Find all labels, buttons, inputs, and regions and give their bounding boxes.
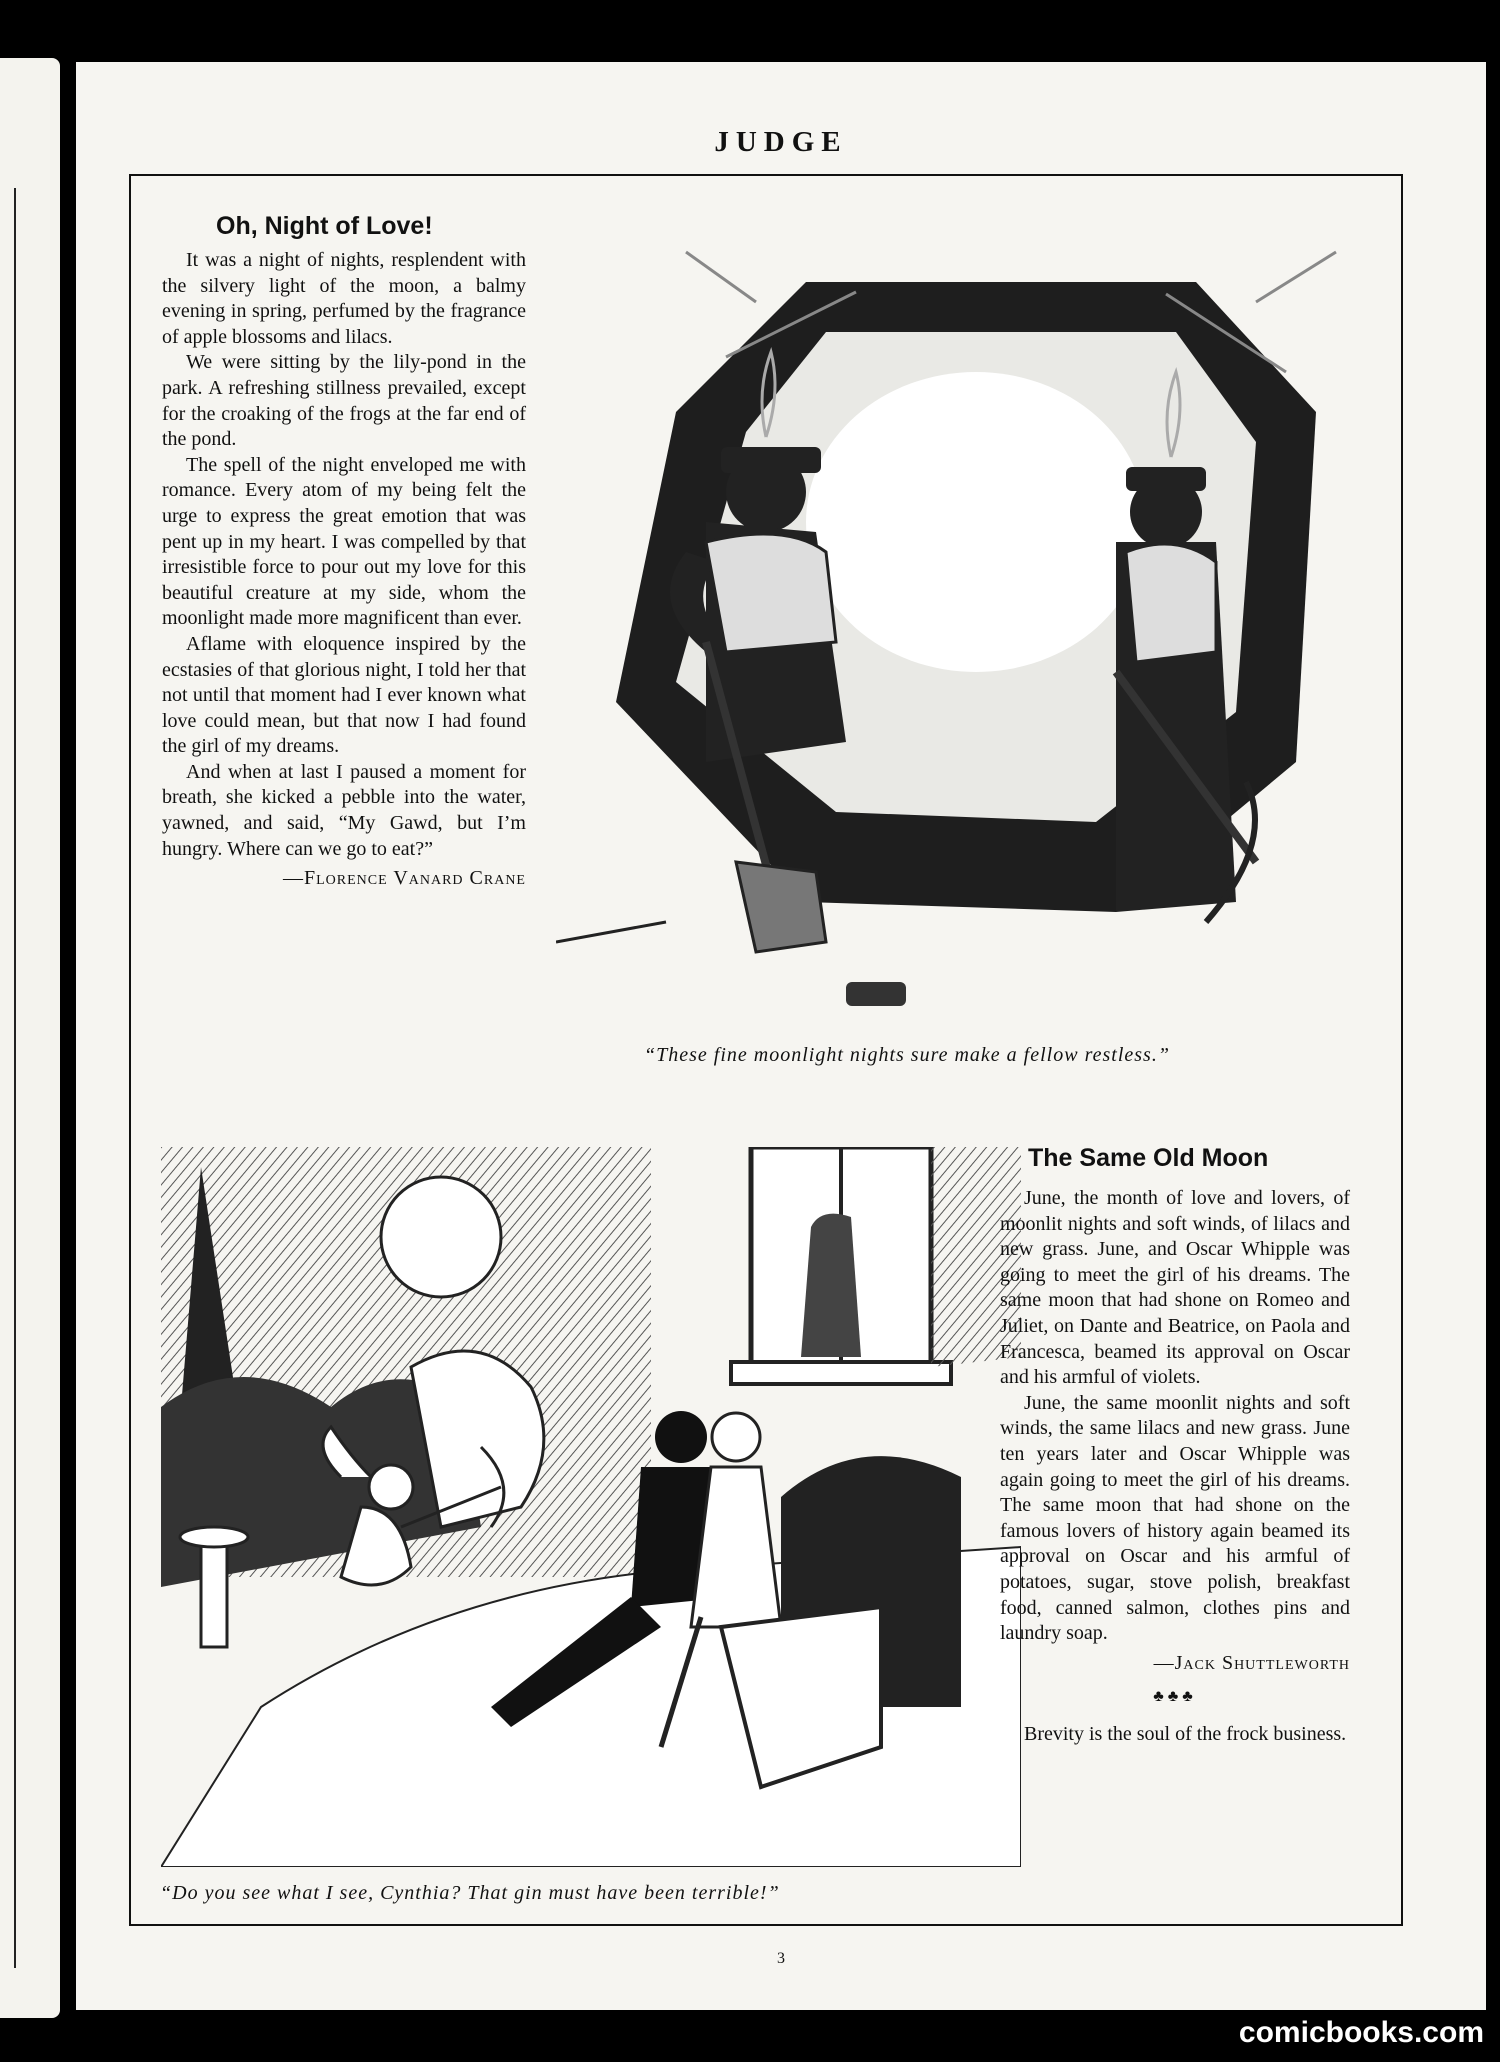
page-number: 3 <box>777 1950 785 1967</box>
article1-paragraph: Aflame with eloquence inspired by the ecstasies of that glorious night, I told her that not until that moment had I ever known what love could mean, but that now I had found the girl of my dreams. <box>162 632 526 758</box>
article1-title: Oh, Night of Love! <box>216 212 433 240</box>
masthead: JUDGE <box>714 126 848 158</box>
article2-title: The Same Old Moon <box>1028 1144 1269 1172</box>
cartoon1-caption: “These fine moonlight nights sure make a fellow restless.” <box>644 1044 1170 1066</box>
filler-joke: Brevity is the soul of the frock business. <box>1024 1722 1347 1745</box>
article1-byline: —Florence Vanard Crane <box>283 867 526 890</box>
article2-paragraph: June, the same moonlit nights and soft winds, the same lilacs and new grass. June ten years later and Oscar Whipple was again going to meet the girl of his dreams. The same moon that had shone on the famous lovers of history again beamed its approval on Oscar and his armful of potatoes, sugar, stove polish, breakfast food, canned salmon, clothes pins and laundry soap. <box>1000 1391 1350 1645</box>
miners-cartoon <box>556 222 1436 1062</box>
article2-paragraph: June, the month of love and lovers, of moonlit nights and soft winds, of lilacs and new grass. June, and Oscar Whipple was going to meet the girl of his dreams. The same moon that had shone on Romeo and Juliet, on Dante and Beatrice, on Paola and Francesca, beamed its approval on Oscar and his armful of violets. <box>1000 1187 1350 1389</box>
article1-body <box>162 248 526 892</box>
article2-byline: —Jack Shuttleworth <box>1153 1651 1350 1674</box>
article1-paragraph: And when at last I paused a moment for breath, she kicked a pebble into the water, yawned, and said, “My Gawd, but I’m hungry. Where can we go to eat?” <box>162 760 526 860</box>
article1-paragraph: We were sitting by the lily-pond in the park. A refreshing stillness prevailed, except for the croaking of the frogs at the far end of the pond. <box>162 351 526 451</box>
facing-page-border <box>0 188 16 1968</box>
facing-page-edge <box>0 58 60 2018</box>
cartoon2-caption: “Do you see what I see, Cynthia? That gin must have been terrible!” <box>160 1882 780 1904</box>
article1-paragraph: The spell of the night enveloped me with romance. Every atom of my being felt the urge to express the great emotion that was pent up in my heart. I was compelled by that irresistible force to pour out my love for this beautiful creature at my side, whom the moonlight made more magnificent than ever. <box>162 453 526 630</box>
ornament: ♣♣♣ <box>1153 1688 1197 1706</box>
magazine-page <box>76 62 1486 2010</box>
watermark: comicbooks.com <box>1238 2016 1484 2049</box>
cupid-cartoon <box>161 1147 1021 1867</box>
article1-paragraph: It was a night of nights, resplendent with the silvery light of the moon, a balmy evening in spring, perfumed by the fragrance of apple blossoms and lilacs. <box>162 249 526 348</box>
article2-body <box>1000 1186 1350 1747</box>
